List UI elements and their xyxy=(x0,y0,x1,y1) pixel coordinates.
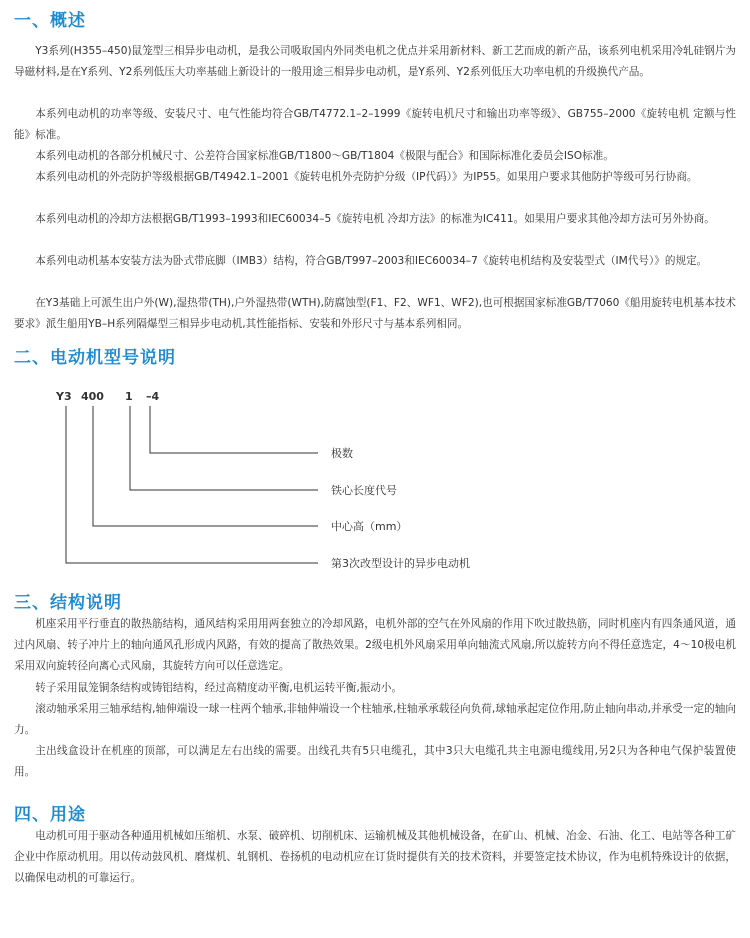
overview-paragraph-7: 在Y3基础上可派生出户外(W),湿热带(TH),户外湿热带(WTH),防腐蚀型(F1、F2、WF1、WF2),也可根据国家标准GB/T7060《船用旋转电机基本技术要求》派生船用YB–H系列隔爆型三相异步电动机,其性能指标、安装和外形尺寸与基本系列相同。 xyxy=(14,297,736,330)
usage-paragraph-1: 电动机可用于驱动各种通用机械如压缩机、水泵、破碎机、切削机床、运输机械及其他机械设备，在矿山、机械、冶金、石油、化工、电站等各种工矿企业中作原动机用。用以传动鼓风机、磨煤机、轧钢机、卷扬机的电动机应在订货时提供有关的技术资料，并要签定技术协议，作为电机特殊设计的依据，以确保电动机的可靠运行。 xyxy=(14,830,736,884)
label-center-height: 中心高（mm） xyxy=(331,520,408,533)
label-core-length: 铁心长度代号 xyxy=(331,484,397,497)
overview-paragraph-4: 本系列电动机的外壳防护等级根据GB/T4942.1–2001《旋转电机外壳防护分级（IP代码）》为IP55。如果用户要求其他防护等级可另行协商。 xyxy=(35,171,698,183)
code-center-height: 400 xyxy=(81,390,104,403)
section-title-overview: 一、概述 xyxy=(14,11,86,31)
structure-paragraph-4: 主出线盒设计在机座的顶部，可以满足左右出线的需要。出线孔共有5只电缆孔，其中3只大电缆孔共主电源电缆线用,另2只为各种电气保护装置使用。 xyxy=(14,745,736,778)
model-code-diagram xyxy=(0,380,750,575)
leader-line-core-length xyxy=(130,406,318,490)
section-title-usage: 四、用途 xyxy=(14,805,86,825)
structure-paragraph-1: 机座采用平行垂直的散热筋结构，通风结构采用用两套独立的冷却风路，电机外部的空气在外风扇的作用下吹过散热筋，同时机座内有四条通风道，通过内风扇、转子冲片上的轴向通风孔形成内风路，有效的提高了散热效果。2级电机外风扇采用单向轴流式风扇,所以旋转方向不得任意选定，4～10极电机采用双向旋转径向离心式风扇，其旋转方向可以任意选定。 xyxy=(14,618,736,672)
overview-paragraph-3: 本系列电动机的各部分机械尺寸、公差符合国家标准GB/T1800～GB/T1804《极限与配合》和国际标准化委员会ISO标准。 xyxy=(35,150,614,162)
code-poles: –4 xyxy=(146,390,160,403)
leader-line-center-height xyxy=(93,406,318,526)
overview-paragraph-2: 本系列电动机的功率等级、安装尺寸、电气性能均符合GB/T4772.1–2–1999《旋转电机尺寸和输出功率等级》、GB755–2000《旋转电机 定额与性能》标准。 xyxy=(14,108,736,141)
overview-paragraph-6: 本系列电动机基本安装方法为卧式带底脚（IMB3）结构，符合GB/T997–2003和IEC60034–7《旋转电机结构及安装型式（IM代号）》的规定。 xyxy=(35,255,708,267)
label-poles: 极数 xyxy=(331,447,353,460)
leader-line-series xyxy=(66,406,318,563)
code-core-length: 1 xyxy=(125,390,133,403)
overview-paragraph-5: 本系列电动机的冷却方法根据GB/T1993–1993和IEC60034–5《旋转电机 冷却方法》的标准为IC411。如果用户要求其他冷却方法可另外协商。 xyxy=(35,213,715,225)
section-title-structure: 三、结构说明 xyxy=(14,593,122,613)
section-title-model: 二、电动机型号说明 xyxy=(14,348,176,368)
code-series: Y3 xyxy=(56,390,72,403)
leader-line-poles xyxy=(150,406,318,453)
structure-paragraph-2: 转子采用鼠笼铜条结构或铸铝结构，经过高精度动平衡,电机运转平衡,振动小。 xyxy=(35,682,403,694)
structure-paragraph-3: 滚动轴承采用三轴承结构,轴伸端设一球一柱两个轴承,非轴伸端设一个柱轴承,柱轴承承载径向负荷,球轴承起定位作用,防止轴向串动,并承受一定的轴向力。 xyxy=(14,703,736,736)
label-series: 第3次改型设计的异步电动机 xyxy=(331,557,470,570)
overview-paragraph-1: Y3系列(H355–450)鼠笼型三相异步电动机，是我公司吸取国内外同类电机之优点并采用新材料、新工艺而成的新产品，该系列电机采用冷轧硅钢片为导磁材料,是在Y系列、Y2系列低压大功率基础上新设计的一般用途三相异步电动机，是Y系列、Y2系列低压大功率电机的升级换代产品。 xyxy=(14,45,736,78)
